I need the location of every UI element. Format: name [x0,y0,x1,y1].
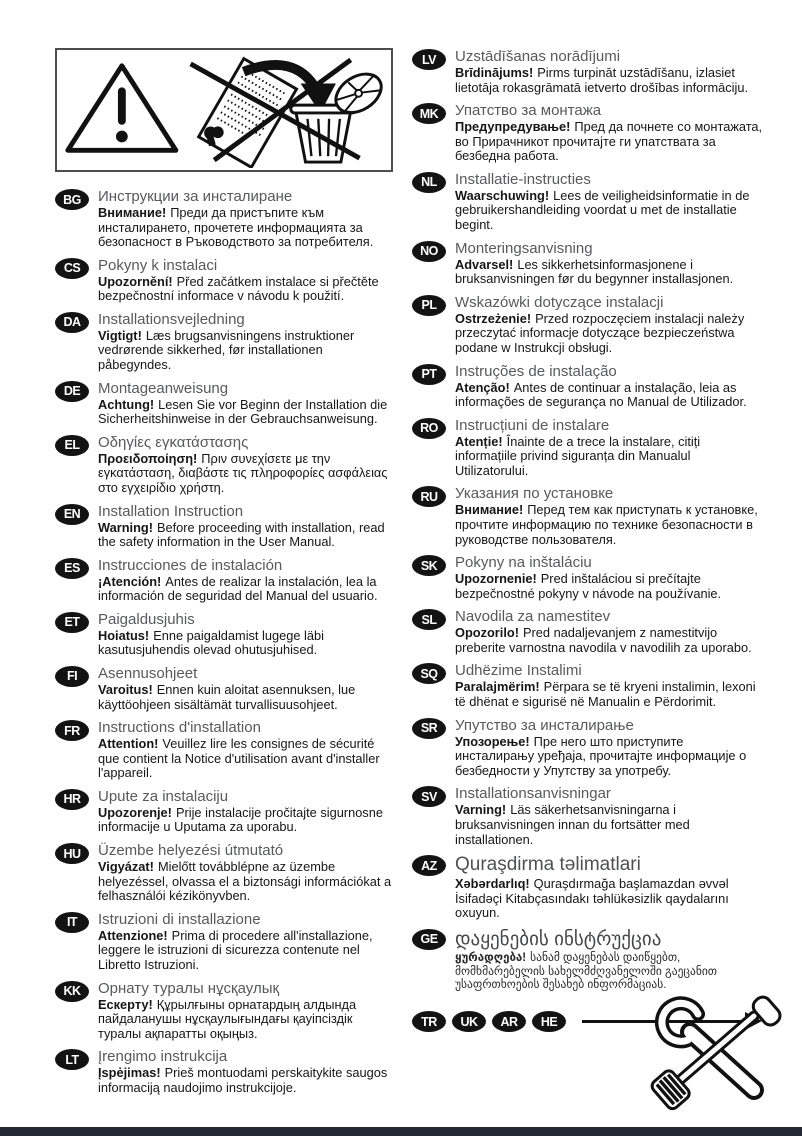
lang-title: Installationsvejledning [98,310,245,328]
lang-warning: Warning! Before proceeding with installation, read the safety information in the User Manual. [98,519,385,550]
lang-badge-es: ES [55,558,89,579]
lang-badge-pt: PT [412,364,446,385]
lang-item-az [412,854,764,921]
lang-item-cs [55,257,395,304]
lang-title: Montageanweisung [98,379,229,397]
lang-badge-lt: LT [55,1049,89,1070]
lang-item-en [55,503,395,550]
lang-title: დაყენების ინსტრუქცია [455,928,662,950]
lang-item-ru [412,485,764,547]
lang-badge-de: DE [55,381,89,402]
lang-badge-bg: BG [55,189,89,210]
lang-item-sr [412,717,764,779]
lang-warning: Hoiatus! Enne paigaldamist lugege läbi kasutusjuhendis olevad ohutusjuhised. [98,627,324,658]
lang-badge-el: EL [55,435,89,456]
lang-warning: Upozorenje! Prije instalacije pročitajte sigurnosne informacije u Uputama za uporabu. [98,804,383,835]
lang-warning: Advarsel! Les sikkerhetsinformasjonene i bruksanvisningen før du begynner installasjonen. [455,256,734,287]
lang-item-lt [55,1048,395,1095]
lang-title: Udhëzime Instalimi [455,662,582,680]
lang-badge-fr: FR [55,720,89,741]
lang-title: Орнату туралы нұсқаулық [98,979,280,997]
lang-warning: Waarschuwing! Lees de veiligheidsinformatie in de gebruikershandleiding voordat u met de installatie begint. [455,187,750,233]
lang-badge-fi: FI [55,666,89,687]
lang-title: Navodila za namestitev [455,608,611,626]
lang-warning: Внимание! Перед тем как приступать к установке, прочтите информацию по технике безопасности в руководстве пользователя. [455,502,758,547]
lang-item-ro [412,417,764,479]
lang-item-fr [55,719,395,781]
lang-badge-no: NO [412,241,446,262]
lang-badge-pl: PL [412,295,446,316]
lang-warning: Varning! Läs säkerhetsanvisningarna i bruksanvisningen innan du fortsätter med installationen. [455,802,690,847]
lang-item-ge [412,928,764,993]
lang-badge-sq: SQ [412,663,446,684]
lang-badge-sk: SK [412,555,446,576]
tools-figure [636,988,794,1119]
lang-title: Указания по установке [455,485,614,503]
lang-title: Pokyny na inštaláciu [455,554,592,572]
lang-title: Uzstādīšanas norādījumi [455,48,621,65]
lang-title: Упутство за инсталирање [455,716,634,734]
lang-warning: Предупредување! Пред да почнете со монтажата, во Прирачникот прочитајте ги упатствата за безбедна работа. [455,119,763,164]
lang-item-fi [55,665,395,712]
lang-item-pt [412,363,764,410]
lang-badge-uk: UK [452,1011,486,1032]
lang-warning: Xəbərdarlıq! Quraşdırmağa başlamazdan əvvəl İsifadəçi Kitabçasındakı təhlükəsizlik qaydalarını oxuyun. [455,876,729,921]
lang-item-no [412,240,764,287]
lang-title: Instrucțiuni de instalare [455,416,610,434]
lang-badge-nl: NL [412,172,446,193]
lang-badge-sr: SR [412,718,446,739]
lang-item-hu [55,842,395,904]
lang-title: Paigaldusjuhis [98,610,195,628]
lang-title: Упатство за монтажа [455,102,602,120]
lang-title: Installation Instruction [98,502,244,520]
lang-title: Asennusohjeet [98,664,198,682]
lang-item-sk [412,554,764,601]
wrench-screwdriver-icon [636,988,794,1114]
lang-warning: ყურადღება! სანამ დაყენებას დაიწყებთ, მომხმარებელის სახელმძღვანელოში გაეცანით უსაფრთხოების შესახებ ინფორმაციას. [455,951,717,992]
lang-badge-he: HE [532,1011,566,1032]
lang-badge-lv: LV [412,49,446,70]
lang-badge-hr: HR [55,789,89,810]
lang-badge-cs: CS [55,258,89,279]
lang-item-el [55,434,395,496]
lang-warning: Упозорење! Пре него што приступите инсталирању уређаја, прочитајте информације о безбедности у Упутству за употребу. [455,733,747,778]
lang-badge-az: AZ [412,855,446,876]
lang-title: Instructions d'installation [98,719,261,737]
lang-title: Istruzioni di installazione [98,910,261,928]
lang-title: Instruções de instalação [455,362,617,380]
lang-item-sl [412,608,764,655]
lang-title: Monteringsanvisning [455,239,593,257]
lang-warning: Achtung! Lesen Sie vor Beginn der Installation die Sicherheitshinweise in der Gebrauchsanweisung. [98,396,388,427]
lang-warning: Ostrzeżenie! Przed rozpoczęciem instalacji należy przeczytać informacje dotyczące bezpieczeństwa podane w Instrukcji obsługi. [455,310,745,355]
left-column [55,48,395,1095]
lang-item-hr [55,788,395,835]
lang-warning: Opozorilo! Pred nadaljevanjem z namestitvijo preberite varnostna navodila v navodilih za uporabo. [455,625,752,655]
lang-item-nl [412,171,764,233]
lang-badge-da: DA [55,312,89,333]
bottom-bar [0,1127,802,1136]
lang-warning: Upozornění! Před začátkem instalace si přečtěte bezpečnostní informace v návodu k použití. [98,273,379,304]
lang-item-de [55,380,395,427]
lang-warning: Attenzione! Prima di procedere all'installazione, leggere le istruzioni di sicurezza contenute nel Libretto Istruzioni. [98,927,373,972]
lang-warning: ¡Atención! Antes de realizar la instalación, lea la información de seguridad del Manual del usuario. [98,573,378,604]
do-not-discard-manual-icon [59,52,389,168]
lang-item-lv [412,48,764,95]
lang-warning: Įspėjimas! Prieš montuodami perskaitykite saugos informaciją naudojimo instrukcijoje. [98,1065,388,1095]
lang-item-sq [412,662,764,709]
lang-badge-hu: HU [55,843,89,864]
lang-warning: Προειδοποίηση! Πριν συνεχίσετε με την εγκατάσταση, διαβάστε τις πληροφορίες ασφάλειας στο εγχειρίδιο χρήστη. [98,450,388,495]
lang-item-et [55,611,395,658]
lang-warning: Atenție! Înainte de a trece la instalare, citiți informațiile privind siguranța din Manualul Utilizatorului. [455,433,701,478]
lang-warning: Vigtigt! Læs brugsanvisningens instruktioner vedrørende sikkerhed, før installationen påbegyndes. [98,327,355,373]
lang-title: Installationsanvisningar [455,785,611,803]
lang-title: Wskazówki dotyczące instalacji [455,293,664,311]
lang-warning: Paralajmërim! Përpara se të kryeni instalimin, lexoni të dhënat e sigurisë në Manualin e Përdorimit. [455,679,756,710]
lang-badge-ar: AR [492,1011,526,1032]
lang-badge-ru: RU [412,486,446,507]
do-not-discard-figure [55,48,393,172]
lang-item-sv [412,785,764,847]
lang-item-it [55,911,395,973]
lang-title: Οδηγίες εγκατάστασης [98,433,249,451]
lang-title: Üzembe helyezési útmutató [98,842,284,860]
lang-item-pl [412,294,764,356]
lang-title: Инструкции за инсталиране [98,188,293,205]
lang-title: Pokyny k instalaci [98,256,218,274]
lang-title: Įrengimo instrukcija [98,1048,228,1066]
lang-item-mk [412,102,764,164]
lang-badge-kk: KK [55,981,89,1002]
lang-badge-ge: GE [412,929,446,950]
lang-warning: Brīdinājums! Pirms turpināt uzstādīšanu, izlasiet lietotāja rokasgrāmatā ietverto drošības informāciju. [455,65,749,95]
right-column [412,48,764,1032]
lang-badge-sl: SL [412,609,446,630]
lang-badge-ro: RO [412,418,446,439]
lang-warning: Внимание! Преди да пристъпите към инсталирането, прочетете информацията за безопасност в Ръководството за потребителя. [98,205,374,250]
lang-warning: Attention! Veuillez lire les consignes de sécurité que contient la Notice d'utilisation avant d'installer l'appareil. [98,736,380,781]
lang-badge-it: IT [55,912,89,933]
lang-badge-en: EN [55,504,89,525]
lang-badge-sv: SV [412,786,446,807]
lang-title: Upute za instalaciju [98,787,229,805]
lang-item-bg [55,188,395,250]
lang-warning: Atenção! Antes de continuar a instalação, leia as informações de segurança no Manual de Utilizador. [455,379,747,410]
lang-item-kk [55,980,395,1042]
lang-warning: Vigyázat! Mielőtt továbblépne az üzembe helyezéssel, olvassa el a biztonsági információkat a felhasználói kézikönyvben. [98,859,392,904]
lang-badge-et: ET [55,612,89,633]
lang-badge-tr: TR [412,1011,446,1032]
lang-warning: Varoitus! Ennen kuin aloitat asennuksen, lue käyttöohjeen sisältämät turvallisuusohjeet. [98,681,356,712]
lang-item-da [55,311,395,373]
lang-warning: Ескерту! Құрылғыны орнатардың алдында пайдаланушы нұсқаулығындағы қауіпсіздік туралы ақпаратты оқыңыз. [98,996,357,1041]
lang-title: Installatie-instructies [455,170,591,188]
lang-warning: Upozornenie! Pred inštaláciou si prečítajte bezpečnostné pokyny v návode na používanie. [455,571,722,601]
lang-title: Quraşdirma təlimatlari [455,854,641,876]
lang-badge-mk: MK [412,103,446,124]
lang-item-es [55,557,395,604]
lang-title: Instrucciones de instalación [98,556,283,574]
